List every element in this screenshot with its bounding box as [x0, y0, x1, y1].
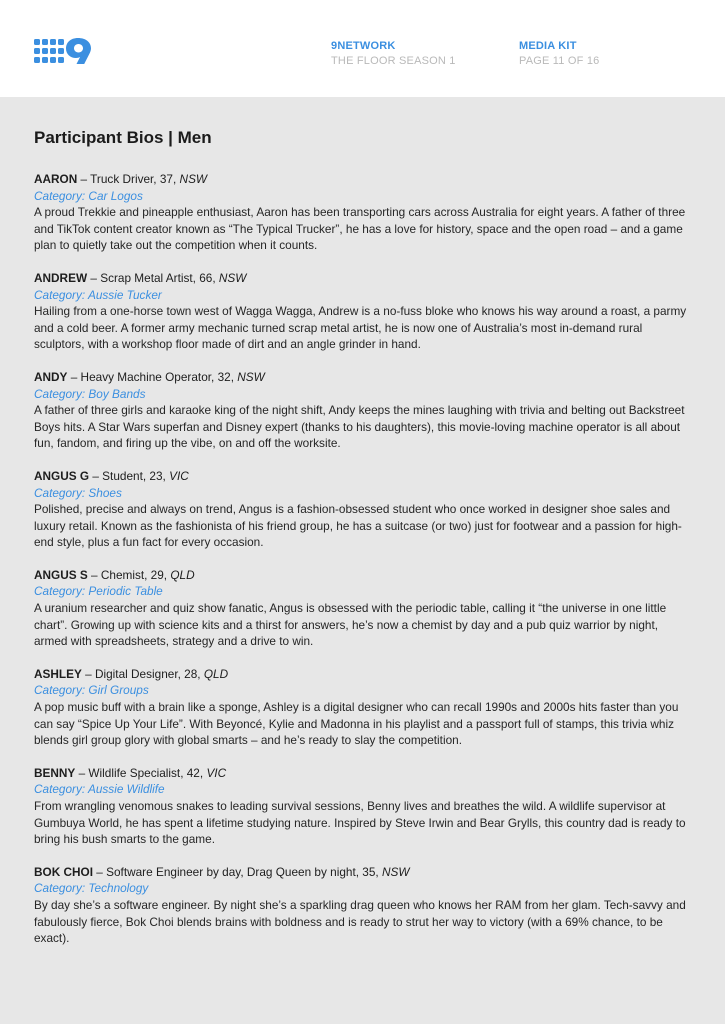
bio-category: Category: Girl Groups	[34, 683, 149, 698]
bio-category: Category: Boy Bands	[34, 386, 146, 401]
bio-entry-benny	[34, 765, 694, 848]
bio-heading	[34, 864, 694, 881]
bio-details: – Chemist, 29,	[87, 567, 171, 582]
bio-category: Category: Shoes	[34, 485, 122, 500]
bio-name: ANDY	[34, 369, 68, 384]
media-kit-info	[519, 39, 599, 69]
bio-state: NSW	[381, 864, 410, 879]
bio-entry-bok-choi	[34, 864, 694, 947]
bio-entry-andrew	[34, 270, 694, 353]
bio-category: Category: Technology	[34, 881, 149, 896]
page-number: PAGE 11 OF 16	[519, 55, 600, 67]
bio-state: VIC	[206, 765, 227, 780]
network-label: 9NETWORK	[331, 40, 396, 52]
bio-name: BENNY	[34, 765, 76, 780]
bio-category: Category: Aussie Wildlife	[34, 782, 165, 797]
bio-text: A pop music buff with a brain like a sponge, Ashley is a digital designer who can recall 1990s and 2000s hits faster than you can say “Spice Up Your Life”. With Beyoncé, Kylie and Madonna in his playlist and a passport full of stamps, this trivia whiz blends girl group glory with global smarts – and he’s ready to slay the competition.	[34, 700, 679, 748]
bio-entry-andy	[34, 369, 694, 452]
bio-category: Category: Car Logos	[34, 188, 143, 203]
bio-details: – Scrap Metal Artist, 66,	[87, 270, 219, 285]
bio-heading	[34, 369, 694, 386]
bio-name: ANDREW	[34, 270, 88, 285]
bio-text: Polished, precise and always on trend, Angus is a fashion-obsessed student who once worked in designer shoe sales and luxury retail. Known as the fashionista of his friend group, he has a suitcase (or two) just for footwear and a passion for high-end style, plus a fun fact for every occasion.	[34, 502, 682, 550]
media-kit-label: MEDIA KIT	[519, 40, 577, 52]
bio-text: From wrangling venomous snakes to leading survival sessions, Benny lives and breathes the wild. A wildlife supervisor at Gumbuya World, he has spent a lifetime studying nature. Inspired by Steve Irwin and Bear Grylls, this country dad is ready to bring his bush smarts to the game.	[34, 799, 686, 847]
bio-entry-angus-g	[34, 468, 694, 551]
bio-details: – Student, 23,	[89, 468, 170, 483]
bio-details: – Truck Driver, 37,	[77, 172, 180, 186]
bio-text: A uranium researcher and quiz show fanatic, Angus is obsessed with the periodic table, calling it “the universe in one little chart”. Growing up with science kits and a thirst for answers, he’s now a chemist by day and a pub quiz warrior by night, armed with spreadsheets, strategy and a drive to win.	[34, 601, 667, 649]
bio-name: ANGUS G	[34, 468, 90, 483]
bio-state: NSW	[237, 369, 265, 384]
bio-heading	[34, 765, 694, 782]
bio-state: QLD	[203, 666, 229, 681]
bio-details: – Software Engineer by day, Drag Queen by night, 35,	[93, 864, 382, 879]
bio-name: ASHLEY	[34, 666, 82, 681]
bio-entry-angus-s	[34, 567, 694, 650]
bio-details: – Heavy Machine Operator, 32,	[67, 369, 238, 384]
bio-state: NSW	[179, 172, 208, 186]
bio-text: A father of three girls and karaoke king of the night shift, Andy keeps the mines laughing with trivia and belting out Backstreet Boys hits. A Star Wars superfan and Disney expert (thanks to his daughters), this movie-loving machine operator is all about fun, fandom, and firing up the vibe, on and off the worksite.	[34, 403, 685, 451]
bio-entry-ashley	[34, 666, 694, 749]
page-body	[34, 128, 694, 963]
page-title: Participant Bios | Men	[34, 128, 212, 147]
bio-text: By day she’s a software engineer. By night she’s a sparkling drag queen who knows her RAM from her glam. Tech-savvy and fabulously fierce, Bok Choi blends brains with boldness and is ready to strut her way to victory (with a 69% chance, to be exact).	[34, 897, 686, 946]
bio-state: NSW	[218, 270, 247, 285]
bio-category: Category: Periodic Table	[34, 584, 163, 599]
bio-heading	[34, 567, 694, 584]
bio-state: QLD	[170, 567, 195, 582]
show-title: THE FLOOR SEASON 1	[331, 55, 456, 67]
bio-name: BOK CHOI	[34, 864, 93, 879]
bio-text: A proud Trekkie and pineapple enthusiast, Aaron has been transporting cars across Australia for eight years. A father of three and TikTok content creator known as “The Typical Trucker”, he has a love for history, space and the open road – and a game plan to quietly take out the competition when it counts.	[34, 205, 686, 253]
bio-category: Category: Aussie Tucker	[34, 287, 162, 302]
bio-entry-aaron	[34, 171, 694, 254]
network-info	[331, 39, 456, 69]
bio-heading	[34, 171, 694, 188]
bio-name: ANGUS S	[34, 567, 88, 582]
bio-details: – Wildlife Specialist, 42,	[75, 765, 207, 780]
bio-state: VIC	[169, 468, 189, 483]
bio-heading	[34, 666, 694, 683]
bio-name: AARON	[34, 172, 78, 186]
bio-details: – Digital Designer, 28,	[81, 666, 204, 681]
bio-heading	[34, 468, 694, 485]
page-header	[0, 0, 725, 97]
bio-heading	[34, 270, 694, 287]
bio-text: Hailing from a one-horse town west of Wagga Wagga, Andrew is a no-fuss bloke who knows his way around a roast, a parmy and a cold beer. A former army mechanic turned scrap metal artist, he is now one of Australia’s most in-demand rural sculptors, with a workshop floor made of dirt and an angle grinder in hand.	[34, 304, 687, 352]
nine-network-logo-icon	[34, 38, 92, 64]
